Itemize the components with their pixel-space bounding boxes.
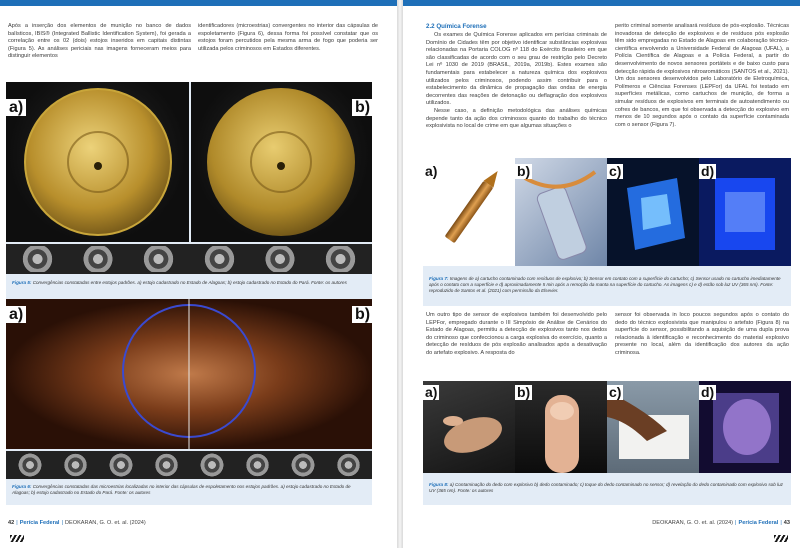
left-col1-text: Após a inserção dos elementos de munição no banco de dados balísticos, IBIS® (Integrated Ballistic Identification System), foi gerada a correlação entre os 02 (dois) estojos inseridos em capitais distintas (Figura 5). As análises periciais nas imagens forneceram meios para distinguir elementos <box>8 23 191 60</box>
thumbnail <box>327 453 371 477</box>
figure-8a-label: a) <box>425 384 438 400</box>
figure-7-caption-text: Imagens de a) cartucho contaminado com resíduos de explosivo; b) Sensor em contato com a superfície do cartucho; c) Sensor usado no cartucho imediatamente após o contato com a superfície e d) aproximadamente 5 min após a remoção da manta na superfície do cartucho. As imagens c) e d) estão sob luz UV (365 nm). Fonte: reproduzido de Santos et al. (2021) com permissão da Elsevier. <box>429 276 781 293</box>
figure-8c-label: c) <box>609 384 622 400</box>
thumbnail <box>8 453 52 477</box>
left-page-number: 42 <box>8 520 15 526</box>
figure-7b-label: b) <box>517 163 531 179</box>
section-heading: 2.2 Química Forense <box>426 23 487 30</box>
left-footer: 42 | Perícia Federal | DEOKARAN, G. O. et. al. (2024) <box>8 520 146 526</box>
right-col1-p1: Os exames de Química Forense aplicados em perícias criminais de Domínio de Cidades têm por objetivo identificar substâncias explosivas relacionadas na Portaria COLOG nº 118 do Exército Brasileiro em que são classificadas de acordo com o seu grau de restrição pelo Decreto Lei nº 1030 de 2019 (BRASIL, 2019a, 2019b). Estes exames são fundamentais para estabelecer a natureza química dos explosivos utilizados pelos criminosos, podendo assim contribuir para o estabelecimento da dinâmica de propagação das ondas de energia decorrentes das reações de detonação ou deflagração dos explosivos utilizados. <box>426 32 607 107</box>
figure-6-caption-title: Figura 6: <box>12 484 32 489</box>
figure-8-caption-text: a) Contaminação do dedo com explosivo b) dedo contaminado; c) toque do dedo contaminado no sensor; d) revelação do dedo contaminado com explosivo sob luz UV (365 nm). Fonte: os autores <box>429 482 783 493</box>
figure-8d-label: d) <box>701 384 715 400</box>
thumbnail <box>251 246 310 272</box>
left-footer-citation: DEOKARAN, G. O. et. al. (2024) <box>64 520 146 526</box>
thumbnail <box>99 453 143 477</box>
left-page <box>0 6 397 548</box>
thumbnail <box>69 246 128 272</box>
right-mid-col2: sensor foi observada in loco poucos segundos após o contato do dedo do técnico explosivista que manipulou o artefato (Figura 8) na superfície do sensor, possibilitando a aquisição de uma dupla prova relacionada à identificação e reconhecimento do material explosivo presente no local, além da identificação dos autores da ação criminosa. <box>615 312 789 356</box>
thumbnail <box>54 453 98 477</box>
figure-7a-label: a) <box>425 163 438 179</box>
figure-6a-label: a) <box>6 306 26 323</box>
thumbnail <box>145 453 189 477</box>
thumbnail <box>190 246 249 272</box>
figure-5-caption <box>12 280 368 286</box>
figure-8-caption-title: Figura 8: <box>429 482 449 487</box>
figure-5-thumbnail-strip <box>6 244 372 274</box>
right-page <box>403 6 800 548</box>
thumbnail <box>236 453 280 477</box>
figure-5b-image <box>191 82 372 242</box>
figure-7-caption <box>429 276 787 294</box>
figure-6-thumbnail-strip <box>6 451 372 479</box>
figure-5a-image <box>6 82 189 242</box>
figure-8b-label: b) <box>517 384 531 400</box>
figure-6-caption-text: Convergências constatadas das microestrias localizadas no interior das cápsulas de espoletamento nos estojos padrões. a) estojo cadastrado no Estado de Alagoas; b) estojo cadastrado no Estado do Pará. Fonte: os autores <box>12 484 351 495</box>
right-footer-stripes <box>774 535 788 542</box>
right-footer: DEOKARAN, G. O. et. al. (2024) | Perícia Federal | 43 <box>652 520 790 526</box>
thumbnail <box>190 453 234 477</box>
figure-6-image <box>6 299 372 449</box>
figure-7d-label: d) <box>701 163 715 179</box>
figure-6b-label: b) <box>352 306 373 323</box>
figure-8-caption <box>429 482 787 494</box>
figure-5-caption-text: Convergências constatadas entre estojos padrões. a) estojo cadastrado no Estado de Alagoas; b) estojo cadastrado no Estado do Pará. Fonte: os autores <box>32 280 347 285</box>
figure-6-caption <box>12 484 368 496</box>
right-col2-text: perito criminal somente analisará resíduos de pós-explosão. Técnicas inovadoras de detecção de explosivos e de resíduos pós explosão têm sido empregadas no Estado de Alagoas em colaboração técnico-científica envolvendo a Universidade Federal de Alagoas (UFAL), a Polícia Científica de Alagoas e a Polícia Federal, a partir do desenvolvimento de novos sensores portáteis e de baixo custo para detecção rápida de explosivos nitroaromáticos (SANTOS et al., 2021). Um dos sensores desenvolvidos pelo Laboratório de Eletroquímica, Polímeros e Ciências Forenses (LEPFor) da UFAL foi testado em superfícies metálicas, como cartuchos de munição, de forma a simular resíduos de explosivos em terminais de autoatendimento ou cofres de bancos, em que foi observada a detecção do explosivo em menos de 10 segundos após o contato da superfície contaminada com o sensor (Figura 7). <box>615 23 789 128</box>
figure-7c-label: c) <box>609 163 622 179</box>
figure-5a-label: a) <box>6 99 26 116</box>
thumbnail <box>8 246 67 272</box>
right-col1-p2: Nesse caso, a definição metodológica das análises químicas depende tanto da ação dos criminosos quanto do trabalho do técnico explosivista no local de crime em que algumas situações o <box>426 107 607 130</box>
left-footer-brand: Perícia Federal <box>19 520 60 526</box>
thumbnail <box>281 453 325 477</box>
right-mid-col1: Um outro tipo de sensor de explosivos também foi desenvolvido pelo LEPFor, empregado durante o III Simpósio de Análise de Cenários do Estado de Alagoas, permitiu a detecção de explosivos tanto nos dedos do criminoso que confeccionou a carga explosiva do exercício, quanto a detecção de resíduos de pós explosão analisados após a desativação do artefato explosivo. A resposta do <box>426 312 607 356</box>
left-col2-text: identificadores (microestrias) convergentes no interior das cápsulas de espoletamento (Figura 6), dessa forma foi possível constatar que os estojos foram percutidos pela mesma arma de fogo que poderia ser utilizada pelos criminosos em Estados diferentes. <box>198 23 378 52</box>
left-footer-stripes <box>10 535 24 542</box>
figure-5b-label: b) <box>352 99 373 116</box>
thumbnail <box>311 246 370 272</box>
figure-7-caption-title: Figura 7: <box>429 276 449 281</box>
right-page-number: 43 <box>783 520 790 526</box>
right-footer-brand: Perícia Federal <box>738 520 779 526</box>
right-footer-citation: DEOKARAN, G. O. et. al. (2024) <box>652 520 734 526</box>
figure-5-caption-title: Figura 5: <box>12 280 32 285</box>
thumbnail <box>129 246 188 272</box>
